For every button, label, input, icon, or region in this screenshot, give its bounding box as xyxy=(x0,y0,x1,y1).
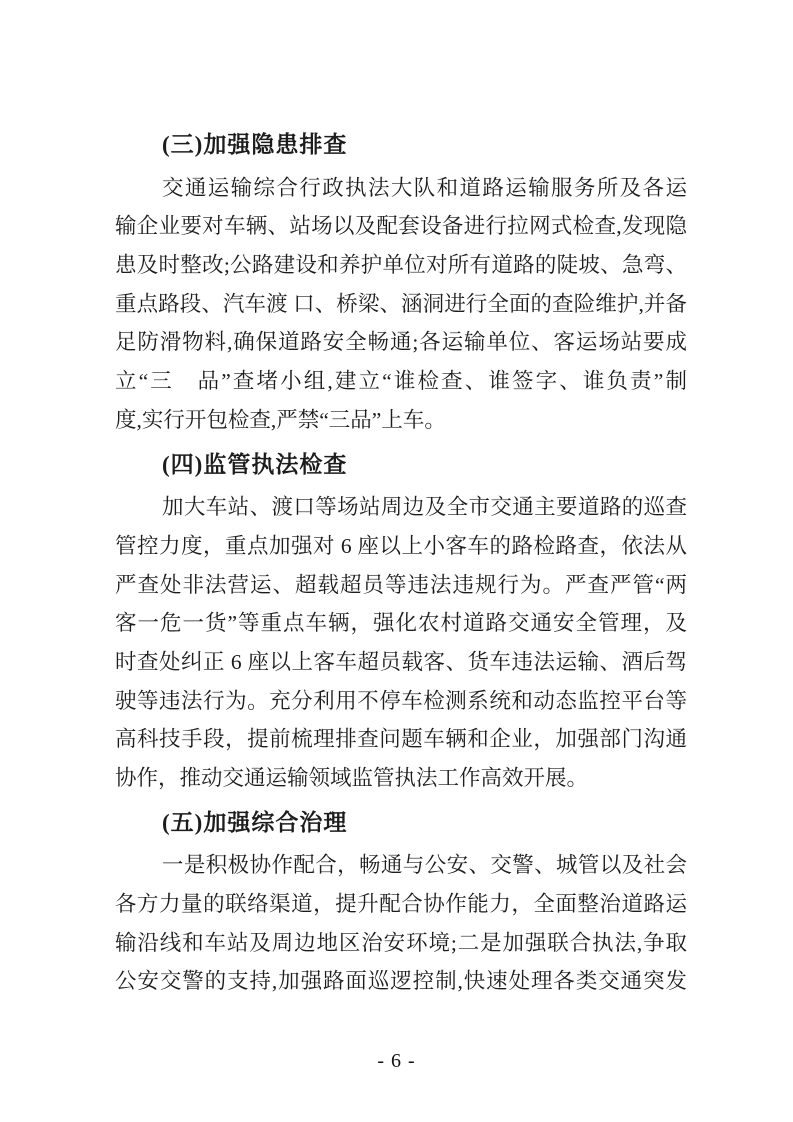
text-line: 患及时整改;公路建设和养护单位对所有道路的陡坡、急弯、 xyxy=(115,253,687,278)
text-line: 立“三 品”查堵小组,建立“谁检查、谁签字、谁负责”制 xyxy=(115,369,687,394)
text-line: 严查处非法营运、超载超员等违法违规行为。严查严管“两 xyxy=(115,572,687,597)
text-line: 时查处纠正 6 座以上客车超员载客、货车违法运输、酒后驾 xyxy=(115,649,687,674)
text-line: 公安交警的支持,加强路面巡逻控制,快速处理各类交通突发 xyxy=(115,969,687,994)
text-line: 各方力量的联络渠道，提升配合协作能力，全面整治道路运 xyxy=(115,892,687,917)
section-heading: (五)加强综合治理 xyxy=(162,809,348,835)
section-heading: (三)加强隐患排查 xyxy=(162,132,348,157)
text-line: 驶等违法行为。充分利用不停车检测系统和动态监控平台等 xyxy=(115,688,687,713)
text-line: 重点路段、汽车渡 口、桥梁、涵洞进行全面的查险维护,并备 xyxy=(115,291,687,316)
text-line: 足防滑物料,确保道路安全畅通;各运输单位、客运场站要成 xyxy=(115,330,687,355)
text-line: 交通运输综合行政执法大队和道路运输服务所及各运 xyxy=(162,175,687,200)
text-line: 客一危一货”等重点车辆，强化农村道路交通安全管理，及 xyxy=(115,611,687,636)
text-line: 管控力度，重点加强对 6 座以上小客车的路检路查，依法从 xyxy=(115,533,687,558)
text-line: 一是积极协作配合，畅通与公安、交警、城管以及社会 xyxy=(162,853,687,878)
text-line: 加大车站、渡口等场站周边及全市交通主要道路的巡查 xyxy=(162,495,687,520)
document-content xyxy=(115,120,687,1001)
text-line: 高科技手段，提前梳理排查问题车辆和企业，加强部门沟通 xyxy=(115,727,687,752)
text-line: 输企业要对车辆、站场以及配套设备进行拉网式检查,发现隐 xyxy=(115,214,687,239)
section-heading: (四)监管执法检查 xyxy=(162,451,348,477)
text-line: 协作，推动交通运输领域监管执法工作高效开展。 xyxy=(115,766,589,791)
page-number: - 6 - xyxy=(377,1050,416,1072)
text-line: 输沿线和车站及周边地区治安环境;二是加强联合执法,争取 xyxy=(115,930,687,955)
text-line: 度,实行开包检查,严禁“三品”上车。 xyxy=(115,407,446,432)
